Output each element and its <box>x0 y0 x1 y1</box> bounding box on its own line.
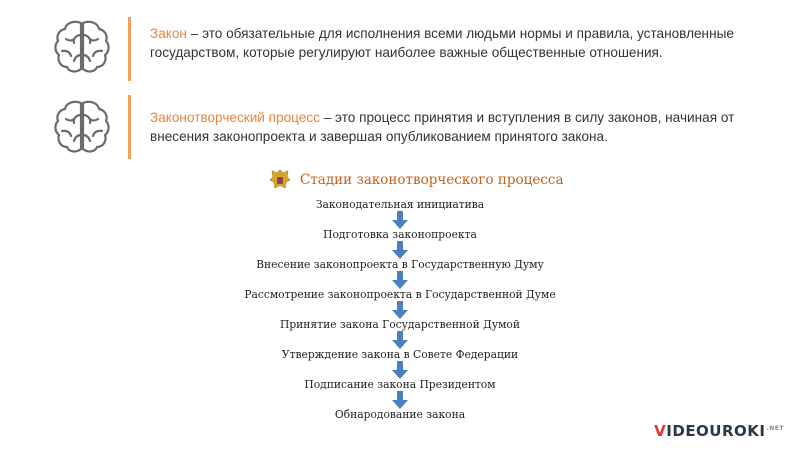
accent-bar <box>128 95 131 159</box>
diagram-title: Стадии законотворческого процесса <box>300 172 564 188</box>
down-arrow-icon <box>391 391 409 409</box>
down-arrow-icon <box>391 211 409 229</box>
definition-term: Закон <box>150 26 187 41</box>
definition-legislative-process <box>150 108 780 146</box>
accent-bar <box>128 17 131 81</box>
definition-text: – это обязательные для исполнения всеми людьми нормы и правила, установленные государством, которые регулируют наиболее важные общественные отношения. <box>150 26 734 60</box>
definition-text: – это процесс принятия и вступления в силу законов, начиная от внесения законопроекта и завершая опубликованием принятого закона. <box>150 110 735 144</box>
brain-icon <box>52 17 112 77</box>
down-arrow-icon <box>391 301 409 319</box>
definition-term: Законотворческий процесс <box>150 110 320 125</box>
down-arrow-icon <box>391 241 409 259</box>
stages-flowchart <box>225 199 575 421</box>
brain-icon <box>52 97 112 157</box>
stage-5: Принятие закона Государственной Думой <box>280 318 520 331</box>
stage-6: Утверждение закона в Совете Федерации <box>281 348 519 361</box>
stage-7: Подписание закона Президентом <box>304 378 496 391</box>
coat-of-arms-icon <box>268 168 292 192</box>
stage-3: Внесение законопроекта в Государственную Думу <box>256 258 544 271</box>
stage-1: Законодательная инициатива <box>315 198 485 211</box>
down-arrow-icon <box>391 361 409 379</box>
stage-8: Обнародование закона <box>334 408 466 421</box>
videouroki-logo: $VIDEOUROKI^{.NET}$ <box>654 422 784 440</box>
definition-law <box>150 24 780 62</box>
stage-2: Подготовка законопроекта <box>323 228 477 241</box>
stage-4: Рассмотрение законопроекта в Государственной Думе <box>244 288 556 301</box>
down-arrow-icon <box>391 271 409 289</box>
down-arrow-icon <box>391 331 409 349</box>
